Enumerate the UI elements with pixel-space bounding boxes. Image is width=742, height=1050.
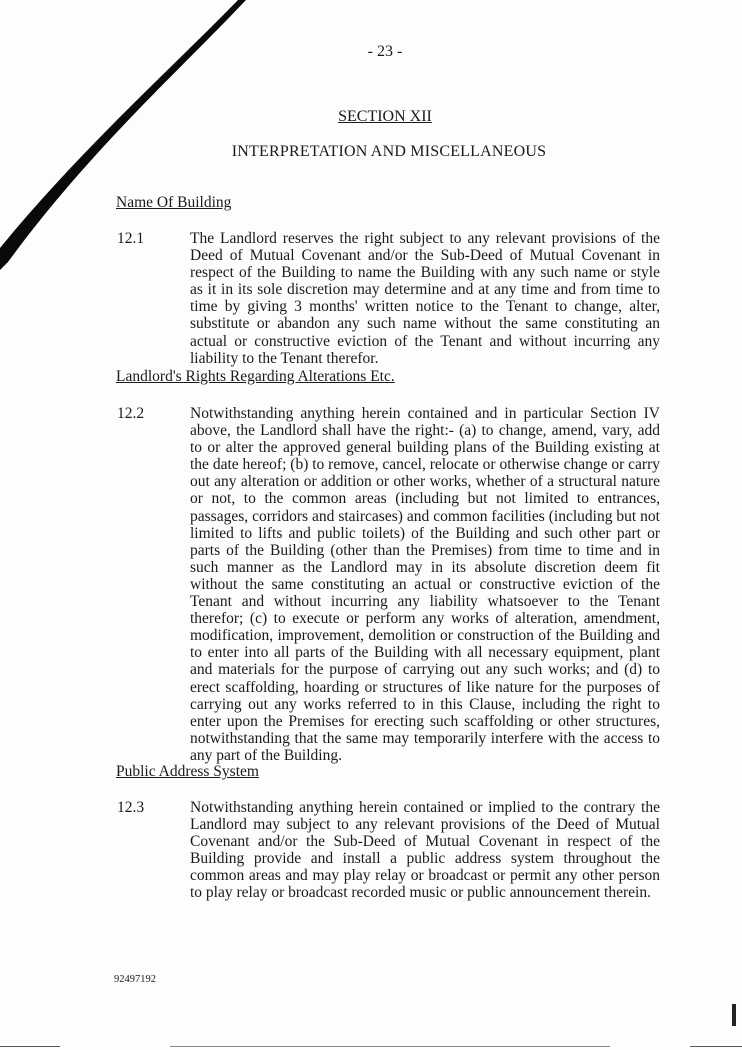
clause-text: Notwithstanding anything herein contained and in particular Section IV above, the Landlord shall have the right:- (a) to change, amend, vary, add to or alter the approved general building plans of the Building existing at the date hereof; (b) to remove, cancel, relocate or otherwise change or carry out any alteration or addition or other works, whether of a structural nature or not, to the common areas (including but not limited to entrances, passages, corridors and staircases) and common facilities (including but not limited to lifts and public toilets) of the Building and such other part or parts of the Building (other than the Premises) from time to time and in such manner as the Landlord may in its absolute discretion deem fit without the same constituting an actual or constructive eviction of the Tenant and without incurring any liability whatsoever to the Tenant therefor; (c) to execute or perform any works of alteration, amendment, modification, improvement, demolition or construction of the Building and to enter into all parts of the Building with all necessary equipment, plant and materials for the purpose of carrying out any such works; and (d) to erect scaffolding, hoarding or structures of like nature for the purposes of carrying out any works referred to in this Clause, including the right to enter upon the Premises for erecting such scaffolding or other structures, notwithstanding that the same may temporarily interfere with the access to any part of the Building. [190, 405, 660, 764]
scan-corner-mark [732, 1004, 736, 1026]
scan-edge-line [170, 1046, 610, 1047]
clause-number: 12.1 [117, 230, 145, 247]
clause-heading: Name Of Building [116, 194, 232, 211]
page-number: - 23 - [367, 43, 403, 60]
scan-edge-line [0, 1046, 60, 1047]
section-subtitle: INTERPRETATION AND MISCELLANEOUS [231, 143, 547, 160]
scan-edge-line [690, 1046, 742, 1047]
clause-text: Notwithstanding anything herein contained or implied to the contrary the Landlord may subject to any relevant provisions of the Deed of Mutual Covenant and/or the Sub-Deed of Mutual Covenant in respect of the Building provide and install a public address system throughout the common areas and may play relay or broadcast or permit any other person to play relay or broadcast recorded music or public announcement therein. [190, 799, 660, 902]
section-title: SECTION XII [338, 108, 432, 125]
clause-number: 12.2 [117, 405, 145, 422]
clause-text: The Landlord reserves the right subject to any relevant provisions of the Deed of Mutual Covenant and/or the Sub-Deed of Mutual Covenant in respect of the Building to name the Building with any such name or style as it in its sole discretion may determine and at any time and from time to time by giving 3 months' written notice to the Tenant to change, alter, substitute or abandon any such name without the same constituting an actual or constructive eviction of the Tenant and without incurring any liability to the Tenant therefor. [190, 230, 660, 367]
clause-heading: Public Address System [116, 763, 259, 780]
clause-number: 12.3 [117, 799, 145, 816]
document-reference: 92497192 [114, 974, 156, 985]
clause-heading: Landlord's Rights Regarding Alterations Etc. [116, 368, 395, 385]
